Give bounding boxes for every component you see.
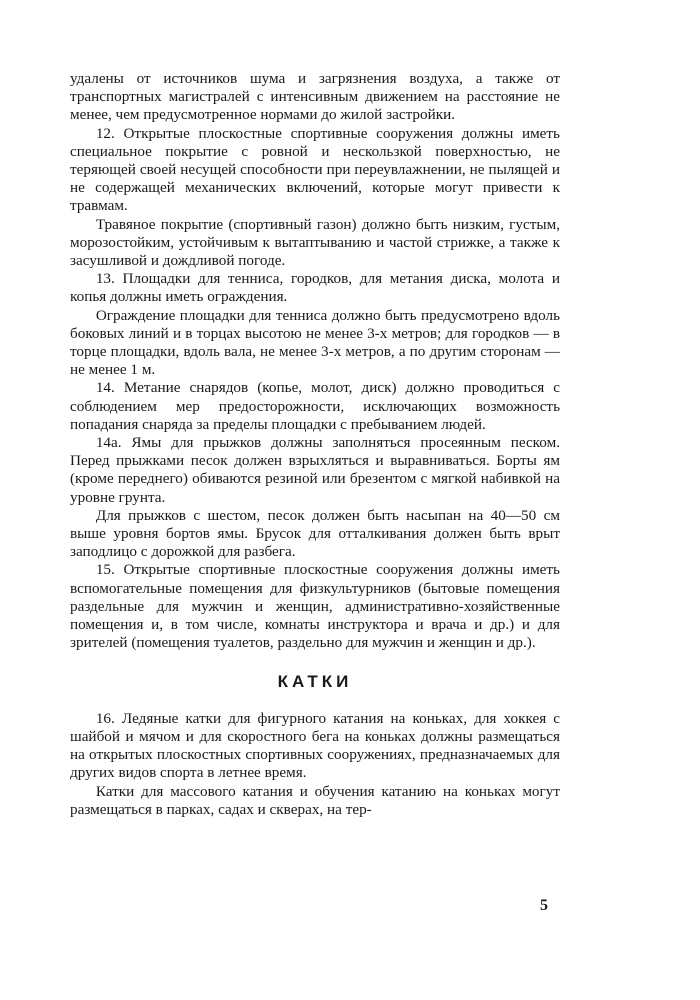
paragraph: Травяное покрытие (спортивный газон) должно быть низким, густым, морозостойким, устойчивым к вытаптыванию и частой стрижке, а также к засушливой и дождливой погоде. xyxy=(70,215,560,270)
paragraph: 14а. Ямы для прыжков должны заполняться просеянным песком. Перед прыжками песок должен взрыхляться и выравниваться. Борты ям (кроме переднего) обиваются резиной или брезентом с мягкой набивкой на уровне грунта. xyxy=(70,434,560,506)
paragraph: 15. Открытые спортивные плоскостные сооружения должны иметь вспомогательные помещения для физкультурников (бытовые помещения раздельные для мужчин и женщин, административно-хозяйственные помещения и, в том числе, комнаты инструктора и врача и др.) и для зрителей (помещения туалетов, раздельно для мужчин и женщин и др.). xyxy=(70,561,560,652)
text-block-before-heading xyxy=(70,70,560,653)
paragraph: 14. Метание снарядов (копье, молот, диск) должно проводиться с соблюдением мер предосторожности, исключающих возможность попадания снаряда за пределы площадки с пребыванием людей. xyxy=(70,379,560,433)
paragraph: удалены от источников шума и загрязнения воздуха, а также от транспортных магистралей с интенсивным движением на расстояние не менее, чем предусмотренное нормами до жилой застройки. xyxy=(70,70,560,124)
section-heading: КАТКИ xyxy=(277,671,353,691)
paragraph: 12. Открытые плоскостные спортивные сооружения должны иметь специальное покрытие с ровной и нескользкой поверхностью, не теряющей своей несущей способности при переувлажнении, не пылящей и не содержащей механических включений, которые могут привести к травмам. xyxy=(70,124,560,215)
text-block-after-heading xyxy=(70,710,560,819)
paragraph: 16. Ледяные катки для фигурного катания на коньках, для хоккея с шайбой и мячом и для скоростного бега на коньках должны размещаться на открытых плоскостных спортивных сооружениях, предназначаемых для других видов спорта в летнее время. xyxy=(70,709,560,782)
document-page xyxy=(70,70,560,970)
page-number: 5 xyxy=(540,897,548,914)
paragraph: 13. Площадки для тенниса, городков, для метания диска, молота и копья должны иметь ограждения. xyxy=(70,270,560,306)
paragraph: Ограждение площадки для тенниса должно быть предусмотрено вдоль боковых линий и в торцах высотою не менее 3-х метров; для городков — в торце площадки, вдоль вала, не менее 3-х метров, а по другим сторонам — не менее 1 м. xyxy=(70,306,560,379)
paragraph: Для прыжков с шестом, песок должен быть насыпан на 40—50 см выше уровня бортов ямы. Брусок для отталкивания должен быть врыт заподлицо с дорожкой для разбега. xyxy=(70,506,560,561)
paragraph: Катки для массового катания и обучения катанию на коньках могут размещаться в парках, садах и скверах, на тер- xyxy=(70,782,560,818)
